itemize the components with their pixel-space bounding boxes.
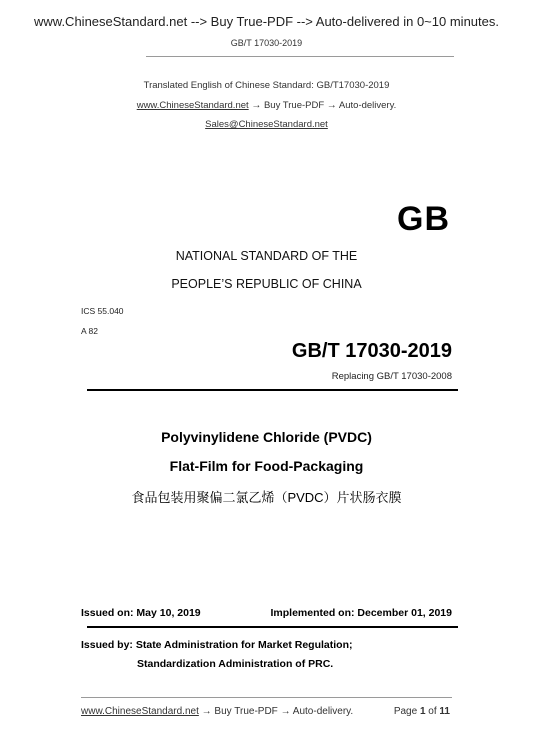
site-link[interactable]: www.ChineseStandard.net [136,100,249,111]
dates-divider [87,626,458,628]
title-en-line2: Flat-Film for Food-Packaging [169,458,364,474]
page-label: Page [393,706,418,717]
page-total: 11 [439,706,450,717]
page-indicator [394,706,450,717]
translation-note: Translated English of Chinese Standard: GB/T17030-2019 [143,80,390,91]
title-divider [87,389,458,391]
page-of: of [428,706,437,717]
title-cn: 食品包装用聚偏二氯乙烯（PVDC）片状肠衣膜 [131,490,402,505]
ccs-code: A 82 [81,326,99,336]
email-line [0,119,533,130]
footer-buy-text: Buy True-PDF [214,706,278,717]
implemented-on: Implemented on: December 01, 2019 [270,607,452,619]
buy-pdf-text: Buy True-PDF [263,100,325,111]
footer-auto-text: Auto-delivery. [292,706,354,717]
translation-links [0,100,533,111]
footer-divider [81,697,452,698]
arrow-right-icon: → [280,706,291,717]
footer-site-link[interactable]: www.ChineseStandard.net [81,706,199,717]
standard-number: GB/T 17030-2019 [291,340,452,362]
arrow-right-icon: → [251,100,262,111]
footer-links [81,706,353,717]
gb-logo: GB [397,200,450,238]
auto-delivery-text: Auto-delivery. [338,100,397,111]
issued-by-line1: Issued by: State Administration for Market Regulation; [81,639,353,651]
top-banner: www.ChineseStandard.net --> Buy True-PDF --> Auto-delivered in 0~10 minutes. [34,14,499,29]
arrow-right-icon: → [201,706,212,717]
header-standard-code: GB/T 17030-2019 [230,38,303,48]
arrow-right-icon: → [326,100,337,111]
replacing-note: Replacing GB/T 17030-2008 [331,371,452,382]
title-en-line1: Polyvinylidene Chloride (PVDC) [161,429,372,445]
national-standard-line1: NATIONAL STANDARD OF THE [175,249,358,263]
header-divider [146,56,454,57]
ics-code: ICS 55.040 [81,306,124,316]
page-current: 1 [419,706,426,717]
issued-on: Issued on: May 10, 2019 [81,607,201,619]
national-standard-line2: PEOPLE’S REPUBLIC OF CHINA [171,277,362,291]
email-link[interactable]: Sales@ChineseStandard.net [205,119,328,130]
issued-by-line2: Standardization Administration of PRC. [137,658,334,670]
